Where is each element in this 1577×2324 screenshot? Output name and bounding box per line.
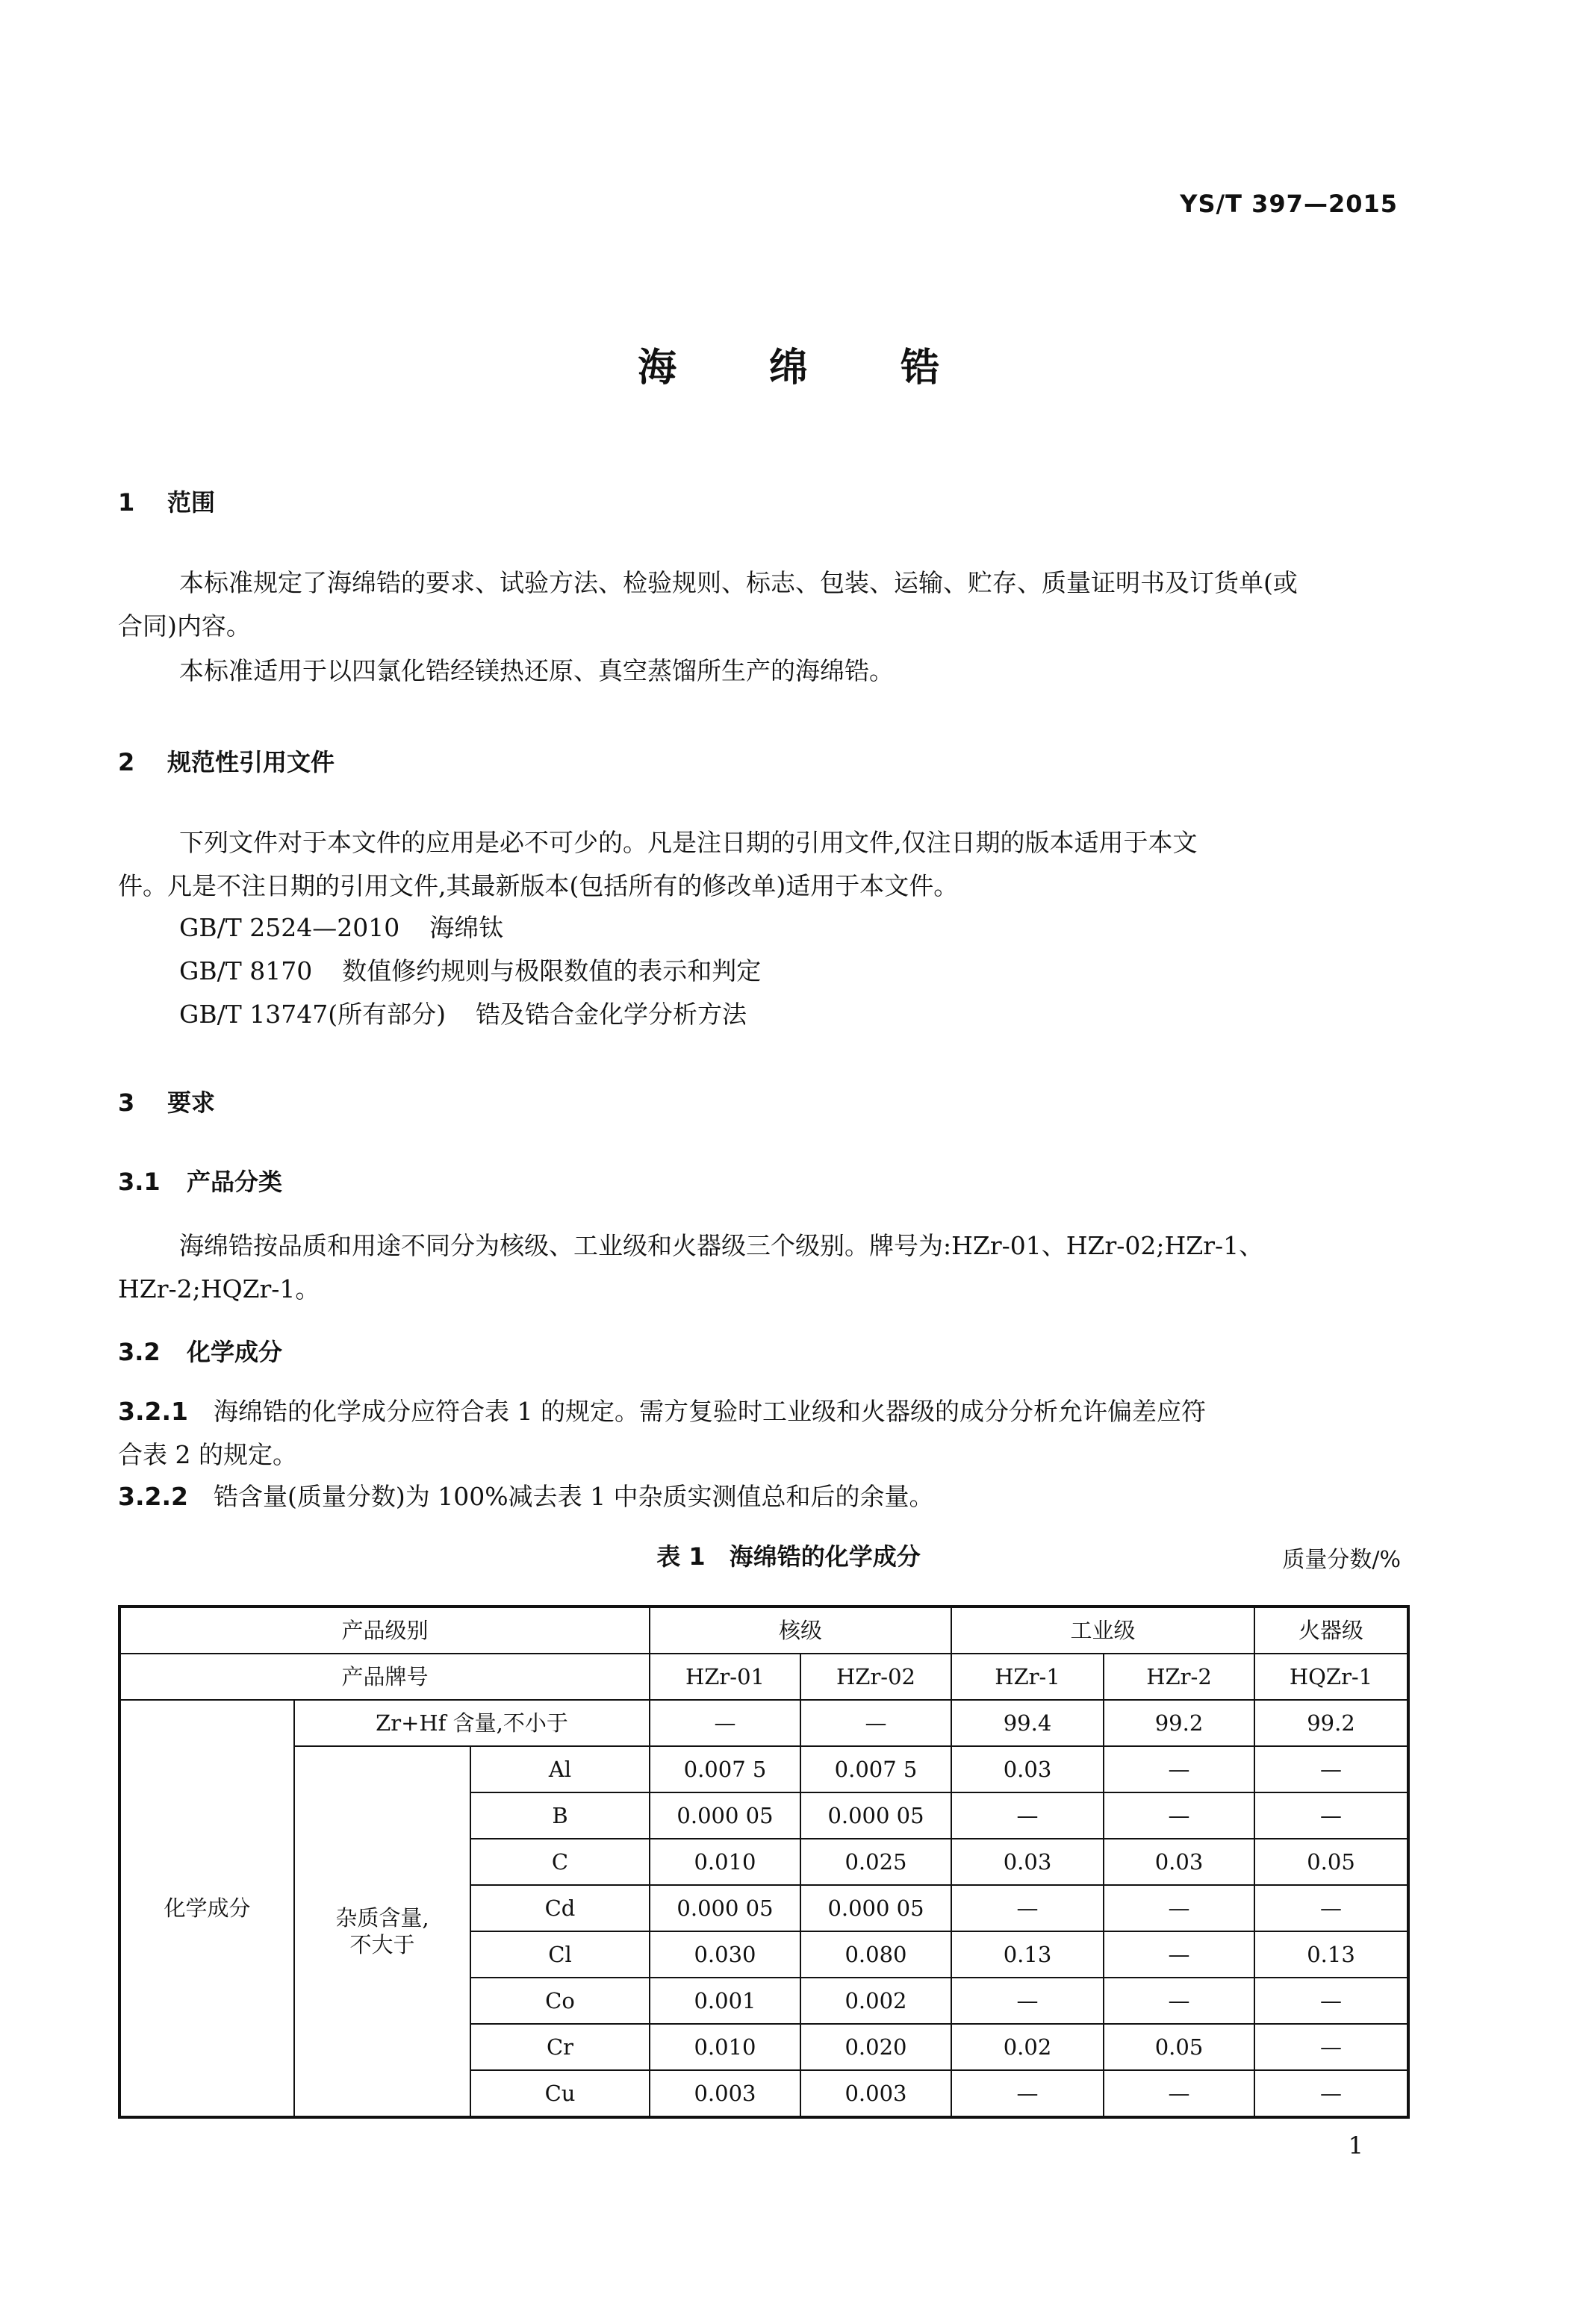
section-3-heading [118,1084,215,1118]
table-row [119,1746,1408,1792]
value-cell: 0.010 [650,2024,800,2070]
element-cell: Cr [470,2024,650,2070]
value-cell: — [1254,1978,1408,2024]
page-number: 1 [1348,2131,1363,2160]
grade-cell: HZr-01 [650,1654,800,1700]
paragraph: HZr-2;HQZr-1。 [118,1274,320,1303]
element-cell: Cd [470,1885,650,1931]
value-cell: — [650,1700,800,1746]
grade-cell: HZr-1 [951,1654,1104,1700]
value-cell: — [1104,1978,1254,2024]
section-2-heading [118,744,335,778]
value-cell: 99.4 [951,1700,1104,1746]
reference-name: 海绵钛 [429,913,504,942]
value-cell: 0.03 [1104,1839,1254,1885]
clause-3-2-1 [118,1390,1404,1433]
title-char: 绵 [768,346,808,390]
reference-code: GB/T 2524—2010 [179,913,400,942]
element-cell: B [470,1792,650,1839]
section-3-1-heading [118,1163,282,1197]
reference-code: GB/T 8170 [179,956,313,985]
element-cell: Cu [470,2070,650,2117]
value-cell: — [1104,2070,1254,2117]
section-number: 3 [118,1088,135,1117]
paragraph: 海绵锆按品质和用途不同分为核级、工业级和火器级三个级别。牌号为:HZr-01、HZr-02;HZr-1、 [179,1231,1264,1260]
document-title [0,336,1577,392]
chem-composition-label: 化学成分 [119,1700,294,2117]
value-cell: — [1254,2070,1408,2117]
value-cell: 0.05 [1104,2024,1254,2070]
header-level: 产品级别 [119,1607,650,1654]
section-title: 规范性引用文件 [167,748,335,776]
value-cell: — [1104,1746,1254,1792]
value-cell: 0.05 [1254,1839,1408,1885]
clause-3-2-2 [118,1475,1404,1518]
value-cell: — [1104,1885,1254,1931]
value-cell: 0.02 [951,2024,1104,2070]
value-cell: 0.13 [1254,1931,1408,1978]
zr-hf-label: Zr+Hf 含量,不小于 [294,1700,650,1746]
section-title: 化学成分 [187,1338,283,1366]
table-caption: 表 1 海绵锆的化学成分 [656,1542,921,1571]
value-cell: — [800,1700,951,1746]
value-cell: 99.2 [1104,1700,1254,1746]
impurity-label-line: 不大于 [349,1932,415,1957]
section-number: 1 [118,488,135,517]
paragraph: 合表 2 的规定。 [118,1440,297,1469]
value-cell: 0.007 5 [800,1746,951,1792]
section-3-2-heading [118,1333,282,1368]
value-cell: — [951,1885,1104,1931]
value-cell: — [951,1792,1104,1839]
clause-number: 3.2.1 [118,1397,188,1426]
value-cell: — [951,1978,1104,2024]
table-unit: 质量分数/% [1282,1547,1401,1573]
section-number: 3.1 [118,1168,161,1196]
section-number: 2 [118,748,135,776]
section-1-heading [118,484,215,518]
section-number: 3.2 [118,1338,161,1366]
value-cell: — [1254,1792,1408,1839]
reference-code: GB/T 13747(所有部分) [179,1000,446,1029]
value-cell: 0.010 [650,1839,800,1885]
value-cell: 0.003 [650,2070,800,2117]
impurity-label-line: 杂质含量, [335,1905,429,1931]
reference-name: 数值修约规则与极限数值的表示和判定 [342,956,762,985]
title-char: 海 [637,346,676,390]
value-cell: 0.007 5 [650,1746,800,1792]
clause-text: 锆含量(质量分数)为 100%减去表 1 中杂质实测值总和后的余量。 [214,1482,934,1511]
clause-number: 3.2.2 [118,1482,188,1511]
grade-cell: HZr-2 [1104,1654,1254,1700]
impurity-label [294,1746,470,2117]
standard-number: YS/T 397—2015 [1180,190,1398,218]
paragraph: 件。凡是不注日期的引用文件,其最新版本(包括所有的修改单)适用于本文件。 [118,871,959,900]
element-cell: Co [470,1978,650,2024]
paragraph: 下列文件对于本文件的应用是必不可少的。凡是注日期的引用文件,仅注日期的版本适用于本文 [179,828,1198,857]
value-cell: — [1104,1931,1254,1978]
value-cell: — [951,2070,1104,2117]
grade-cell: HQZr-1 [1254,1654,1408,1700]
header-grade: 产品牌号 [119,1654,650,1700]
value-cell: 0.000 05 [650,1792,800,1839]
section-title: 产品分类 [187,1168,283,1196]
table-header-row [119,1607,1408,1654]
value-cell: 0.001 [650,1978,800,2024]
section-title: 范围 [167,488,216,517]
element-cell: Cl [470,1931,650,1978]
value-cell: 0.080 [800,1931,951,1978]
value-cell: 0.13 [951,1931,1104,1978]
value-cell: — [1254,1885,1408,1931]
chemical-composition-table [118,1605,1410,2119]
clause-text: 海绵锆的化学成分应符合表 1 的规定。需方复验时工业级和火器级的成分分析允许偏差应符 [214,1397,1206,1426]
value-cell: 0.020 [800,2024,951,2070]
value-cell: 0.030 [650,1931,800,1978]
paragraph: 合同)内容。 [118,611,251,641]
value-cell: 0.003 [800,2070,951,2117]
element-cell: Al [470,1746,650,1792]
value-cell: 0.03 [951,1839,1104,1885]
reference-item [179,993,1404,1036]
paragraph: 本标准适用于以四氯化锆经镁热还原、真空蒸馏所生产的海绵锆。 [179,656,894,685]
reference-item [179,950,1404,993]
table-row [119,1700,1408,1746]
value-cell: — [1254,1746,1408,1792]
title-char: 锆 [901,346,940,390]
value-cell: 0.025 [800,1839,951,1885]
value-cell: — [1254,2024,1408,2070]
section-title: 要求 [167,1088,216,1117]
value-cell: 0.000 05 [650,1885,800,1931]
level-industrial: 工业级 [951,1607,1254,1654]
level-nuclear: 核级 [650,1607,951,1654]
value-cell: 0.002 [800,1978,951,2024]
value-cell: 0.000 05 [800,1792,951,1839]
table-header-row [119,1654,1408,1700]
value-cell: 99.2 [1254,1700,1408,1746]
value-cell: — [1104,1792,1254,1839]
reference-name: 锆及锆合金化学分析方法 [475,1000,747,1029]
element-cell: C [470,1839,650,1885]
grade-cell: HZr-02 [800,1654,951,1700]
reference-item [179,906,1404,950]
value-cell: 0.03 [951,1746,1104,1792]
level-firearm: 火器级 [1254,1607,1408,1654]
paragraph: 本标准规定了海绵锆的要求、试验方法、检验规则、标志、包装、运输、贮存、质量证明书及订货单(或 [179,568,1298,597]
value-cell: 0.000 05 [800,1885,951,1931]
